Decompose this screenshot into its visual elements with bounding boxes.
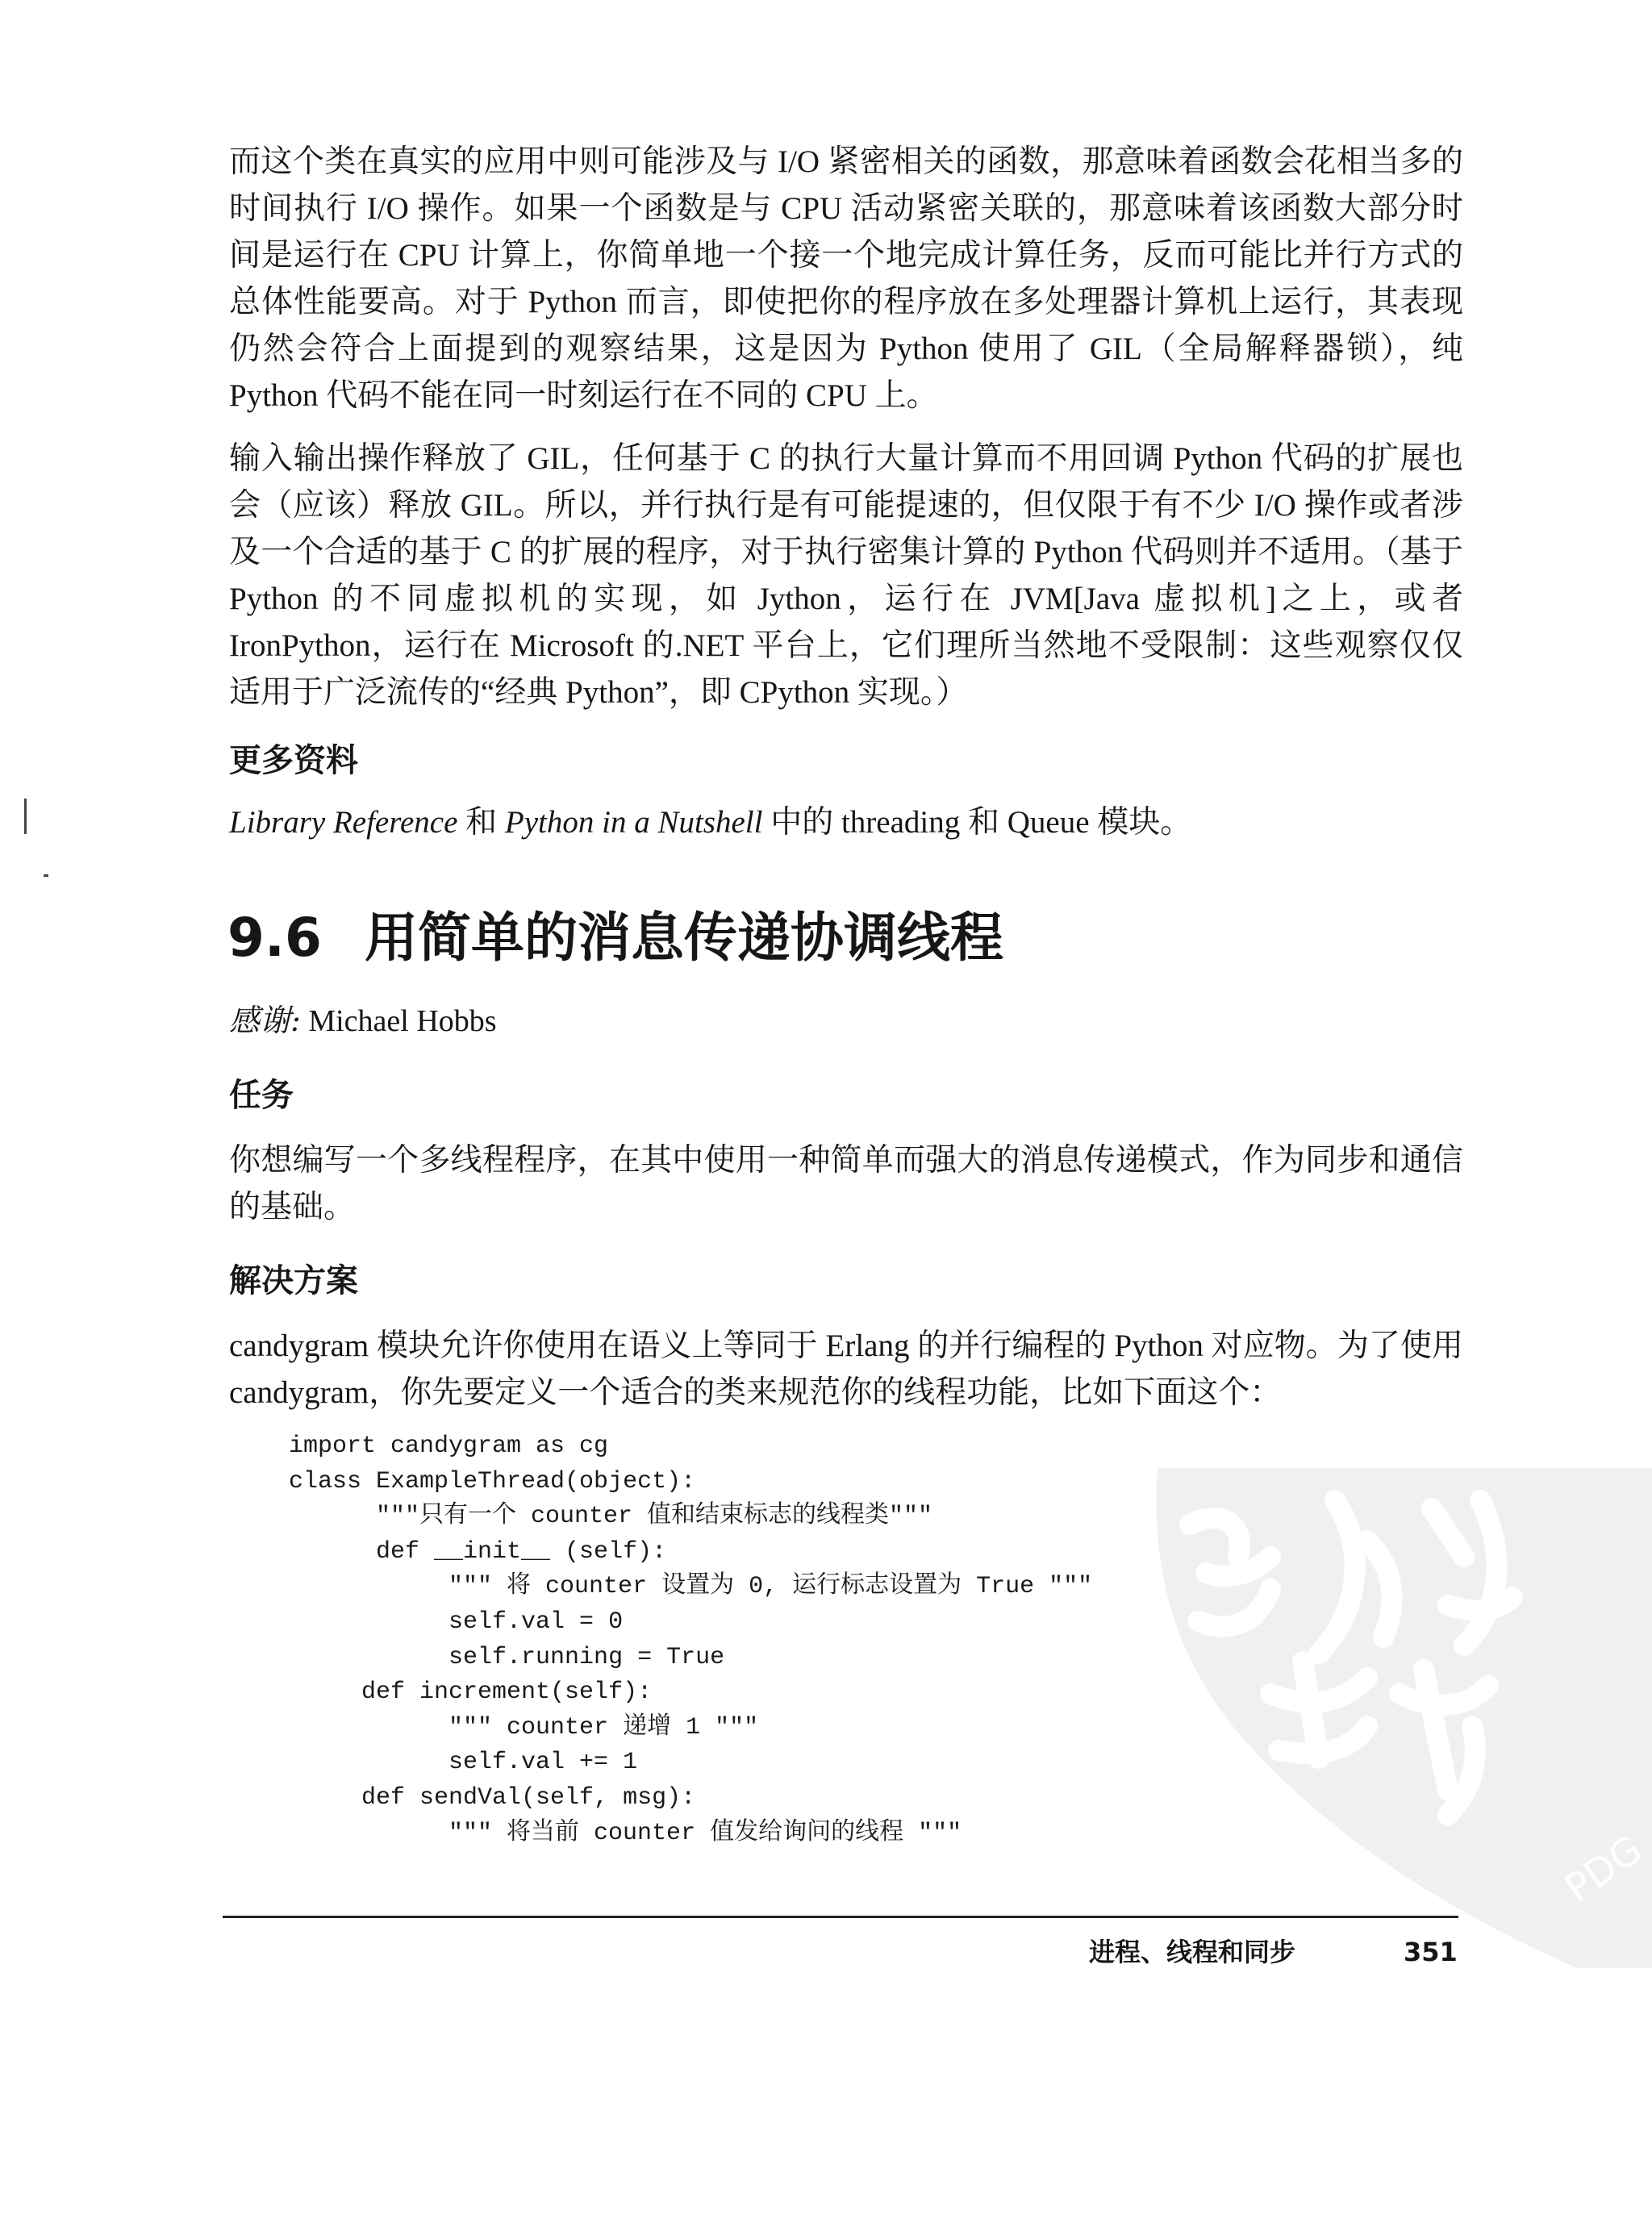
section-heading <box>227 902 1003 974</box>
task-heading: 任务 <box>229 1077 294 1114</box>
footer-chapter-title: 进程、线程和同步 <box>1089 1937 1296 1967</box>
code-line: """只有一个 counter 值和结束标志的线程类""" <box>289 1503 933 1531</box>
margin-mark <box>24 799 27 834</box>
more-info-references <box>229 803 1191 843</box>
paragraph-gil-explanation: 而这个类在真实的应用中则可能涉及与 I/O 紧密相关的函数，那意味着函数会花相当多的时间执行 I/O 操作。如果一个函数是与 CPU 活动紧密关联的，那意味着该函数大部分时间是运行在 CPU 计算上，你简单地一个接一个地完成计算任务，反而可能比并行方式的总体性能要高。对于 Python 而言，即使把你的程序放在多处理器计算机上运行，其表现仍然会符合上面提到的观察结果，这是因为 Python 使用了 GIL（全局解释器锁），纯 Python 代码不能在同一时刻运行在不同的 CPU 上。 <box>229 144 1463 413</box>
watermark-seal <box>1125 1452 1652 1968</box>
solution-heading: 解决方案 <box>229 1262 358 1299</box>
credit-line <box>229 1000 497 1041</box>
code-line: def increment(self): <box>289 1679 653 1707</box>
watermark-pdg-text: PDG <box>1556 1826 1651 1912</box>
code-line: self.val += 1 <box>289 1749 638 1777</box>
section-title-text: 用简单的消息传递协调线程 <box>365 907 1003 969</box>
code-line: self.val = 0 <box>289 1608 624 1636</box>
credit-label: 感谢: <box>229 1003 301 1038</box>
paragraph-task: 你想编写一个多线程程序，在其中使用一种简单而强大的消息传递模式，作为同步和通信的基础。 <box>229 1143 1463 1224</box>
ref-rest-text: 中的 threading 和 Queue 模块。 <box>762 805 1192 840</box>
more-info-heading: 更多资料 <box>229 742 358 779</box>
code-line: def sendVal(self, msg): <box>289 1783 696 1812</box>
code-line: def __init__ (self): <box>289 1537 667 1566</box>
code-line: class ExampleThread(object): <box>289 1467 696 1495</box>
ref-book-library-reference: Library Reference <box>229 805 458 840</box>
ref-book-nutshell: Python in a Nutshell <box>504 805 763 840</box>
section-number: 9.6 <box>227 907 322 969</box>
code-line: """ 将 counter 设置为 0, 运行标志设置为 True """ <box>289 1573 1093 1601</box>
code-line: """ counter 递增 1 """ <box>289 1713 759 1741</box>
code-line: self.running = True <box>289 1643 725 1671</box>
margin-mark <box>44 874 48 877</box>
code-line: """ 将当前 counter 值发给询问的线程 """ <box>289 1819 962 1847</box>
page-number: 351 <box>1404 1937 1458 1967</box>
code-line: import candygram as cg <box>289 1433 609 1460</box>
paragraph-solution: candygram 模块允许你使用在语义上等同于 Erlang 的并行编程的 Python 对应物。为了使用 candygram，你先要定义一个适合的类来规范你的线程功能，比如下面这个： <box>229 1328 1463 1410</box>
code-block <box>289 1429 1092 1851</box>
ref-and-text: 和 <box>457 805 505 840</box>
credit-name: Michael Hobbs <box>308 1004 497 1038</box>
paragraph-io-release-gil: 输入输出操作释放了 GIL，任何基于 C 的执行大量计算而不用回调 Python 代码的扩展也会（应该）释放 GIL。所以，并行执行是有可能提速的，但仅限于有不少 I/O 操作或者涉及一个合适的基于 C 的扩展的程序，对于执行密集计算的 Python 代码则并不适用。（基于 Python 的不同虚拟机的实现，如 Jython，运行在 JVM[Java 虚拟机]之上，或者 IronPython，运行在 Microsoft 的.NET 平台上，它们理所当然地不受限制：这些观察仅仅适用于广泛流传的“经典 Python”，即 CPython 实现。） <box>229 441 1463 710</box>
